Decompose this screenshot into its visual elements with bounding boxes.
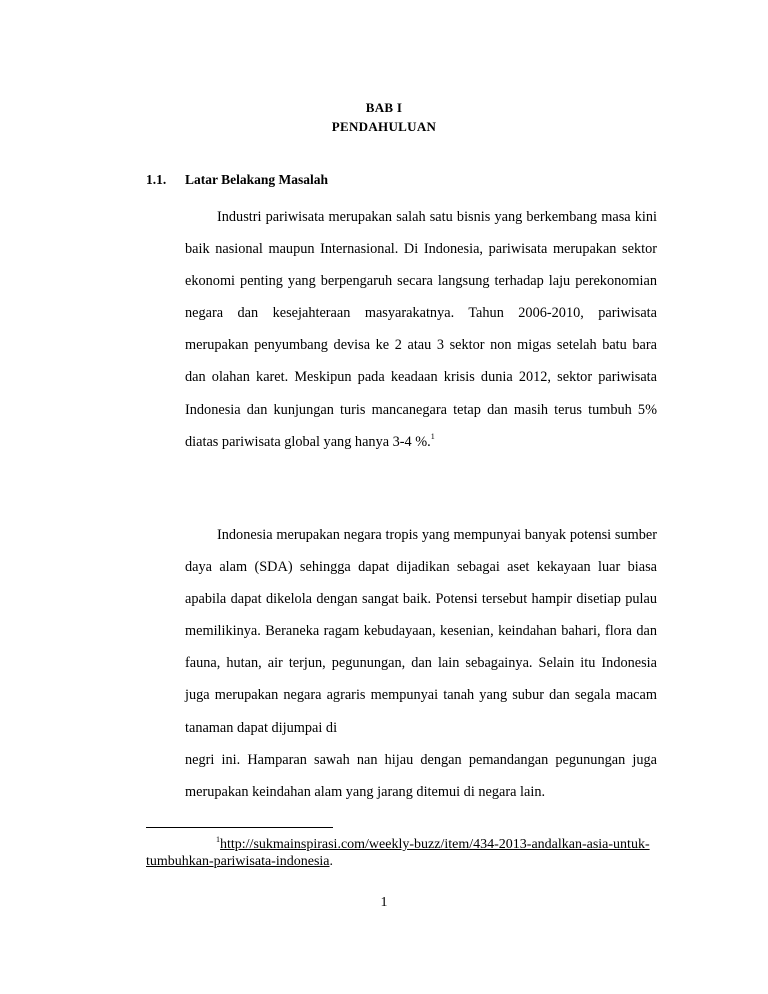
paragraph-natural-resources	[185, 519, 657, 808]
chapter-number: BAB I	[365, 100, 403, 115]
section-title: Latar Belakang Masalah	[185, 172, 329, 187]
footnote-marker: 1	[216, 835, 220, 844]
paragraph-1-text: Industri pariwisata merupakan salah satu bisnis yang berkembang masa kini baik nasional maupun Internasional. Di Indonesia, pariwisata merupakan sektor ekonomi penting yang berpengaruh secara langsung terhadap laju perekonomian negara dan kesejahteraan masyarakatnya. Tahun 2006-2010, pariwisata merupakan penyumbang devisa ke 2 atau 3 sektor non migas setelah batu bara dan olahan karet. Meskipun pada keadaan krisis dunia 2012, sektor pariwisata Indonesia dan kunjungan turis mancanegara tetap dan masih terus tumbuh 5% diatas pariwisata global yang hanya 3-4 %.	[185, 209, 657, 450]
paragraph-2-text: Indonesia merupakan negara tropis yang mempunyai banyak potensi sumber daya alam (SDA) sehingga dapat dijadikan sebagai aset kekayaan luar biasa apabila dapat dikelola dengan sangat baik. Potensi tersebut hampir disetiap pulau memilikinya. Beraneka ragam kebudayaan, kesenian, keindahan bahari, flora dan fauna, hutan, air terjun, pegunungan, dan lain sebagainya. Selain itu Indonesia juga merupakan negara agraris mempunyai tanah yang subur dan segala macam tanaman dapat dijumpai di	[185, 527, 657, 736]
footnote-reference[interactable]: 1	[430, 431, 435, 441]
page-number: 1	[380, 895, 388, 910]
footnote-link[interactable]: http://sukmainspirasi.com/weekly-buzz/item/434-2013-andalkan-asia-untuk-tumbuhkan-pariwisata-indonesia	[146, 837, 650, 869]
footnote	[146, 836, 666, 870]
paragraph-tourism-industry	[185, 201, 657, 458]
section-number: 1.1.	[146, 172, 167, 187]
footnote-trailing: .	[329, 854, 334, 869]
paragraph-2-continuation: negri ini. Hamparan sawah nan hijau dengan pemandangan pegunungan juga merupakan keindahan alam yang jarang ditemui di negara lain.	[185, 751, 657, 800]
chapter-title: PENDAHULUAN	[331, 119, 437, 134]
section-heading	[146, 172, 328, 188]
footnote-separator	[146, 827, 333, 828]
